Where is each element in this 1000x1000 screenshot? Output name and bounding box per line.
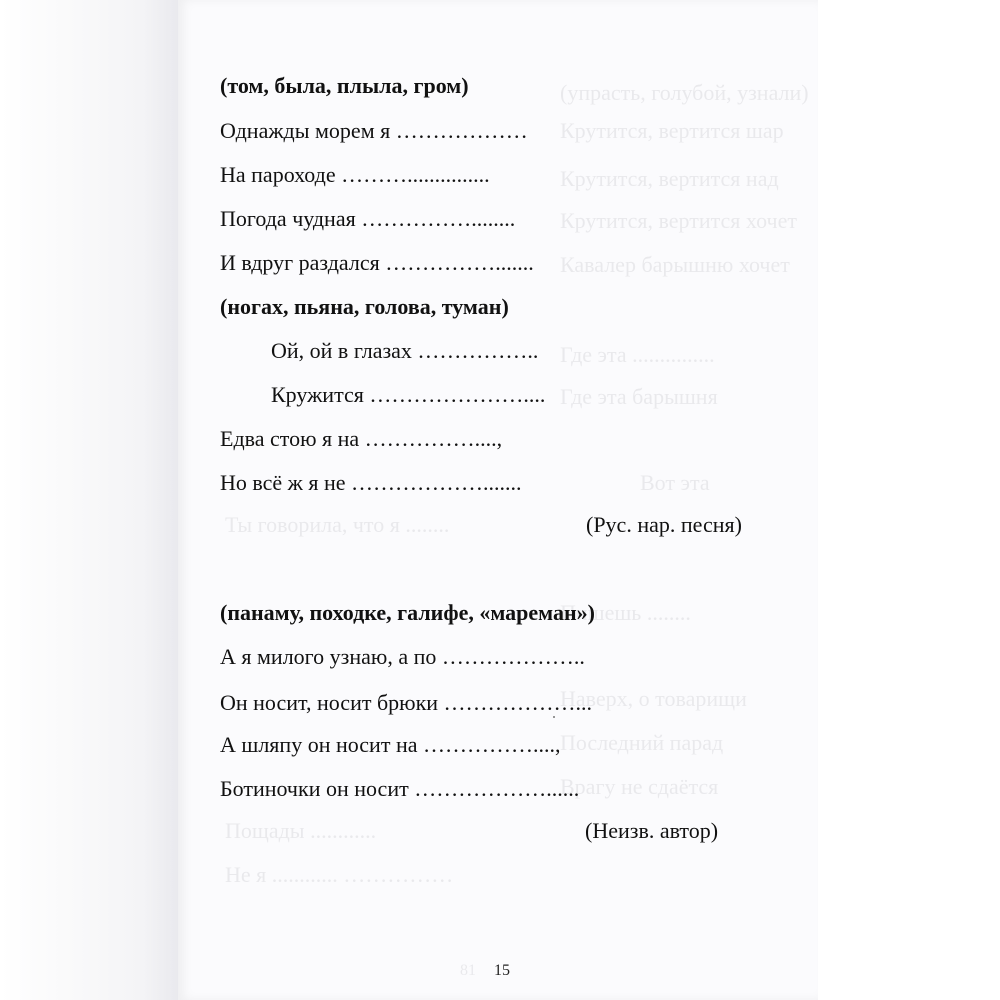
show-through-text: Где эта ...............	[560, 342, 715, 367]
word-bank-heading: (панаму, походке, галифе, «мареман»)	[220, 600, 595, 625]
verse-line: А я милого узнаю, а по ………………..	[220, 644, 585, 669]
show-through-text: Пишешь ........	[560, 600, 691, 625]
source-attribution: (Рус. нар. песня)	[586, 512, 742, 537]
show-through-text: Врагу не сдаётся	[560, 774, 719, 799]
page-number: 15	[494, 962, 510, 979]
verse-line: А шляпу он носит на ……………....,	[220, 732, 561, 757]
show-through-text: Крутится, вертится над	[560, 166, 779, 191]
page-edge-shadow	[0, 0, 178, 1000]
paper-speck	[553, 716, 555, 718]
verse-line: Ботиночки он носит ………………......	[220, 776, 580, 801]
show-through-text: Ты говорила, что я ........	[225, 512, 450, 537]
show-through-text: Вот эта	[640, 470, 710, 495]
verse-line: Однажды морем я ………………	[220, 118, 528, 143]
book-page	[178, 0, 818, 1000]
show-through-text: Крутится, вертится хочет	[560, 208, 797, 233]
verse-line: Ой, ой в глазах ……………..	[271, 338, 539, 363]
word-bank-heading: (том, была, плыла, гром)	[220, 73, 469, 98]
show-through-page-number: 81	[460, 962, 476, 979]
verse-line: Кружится …………………....	[271, 382, 546, 407]
word-bank-heading: (ногах, пьяна, голова, туман)	[220, 294, 509, 319]
verse-line: Но всё ж я не ……………….......	[220, 470, 522, 495]
show-through-text: Где эта барышня	[560, 384, 718, 409]
verse-line: Он носит, носит брюки ………………...	[220, 690, 593, 715]
show-through-text: Не я ............ ……………	[225, 862, 454, 887]
show-through-text: Крутится, вертится шар	[560, 118, 784, 143]
verse-line: Едва стою я на ……………....,	[220, 426, 503, 451]
verse-line: Погода чудная ……………........	[220, 206, 516, 231]
verse-line: И вдруг раздался …………….......	[220, 250, 534, 275]
show-through-text: Пощады ............	[225, 818, 377, 843]
show-through-text: Наверх, о товарищи	[560, 686, 747, 711]
show-through-text: Кавалер барышню хочет	[560, 252, 790, 277]
show-through-text: (упрасть, голубой, узнали)	[560, 80, 809, 105]
show-through-text: Последний парад	[560, 730, 724, 755]
verse-line: На пароходе ………...............	[220, 162, 490, 187]
source-attribution: (Неизв. автор)	[585, 818, 719, 843]
